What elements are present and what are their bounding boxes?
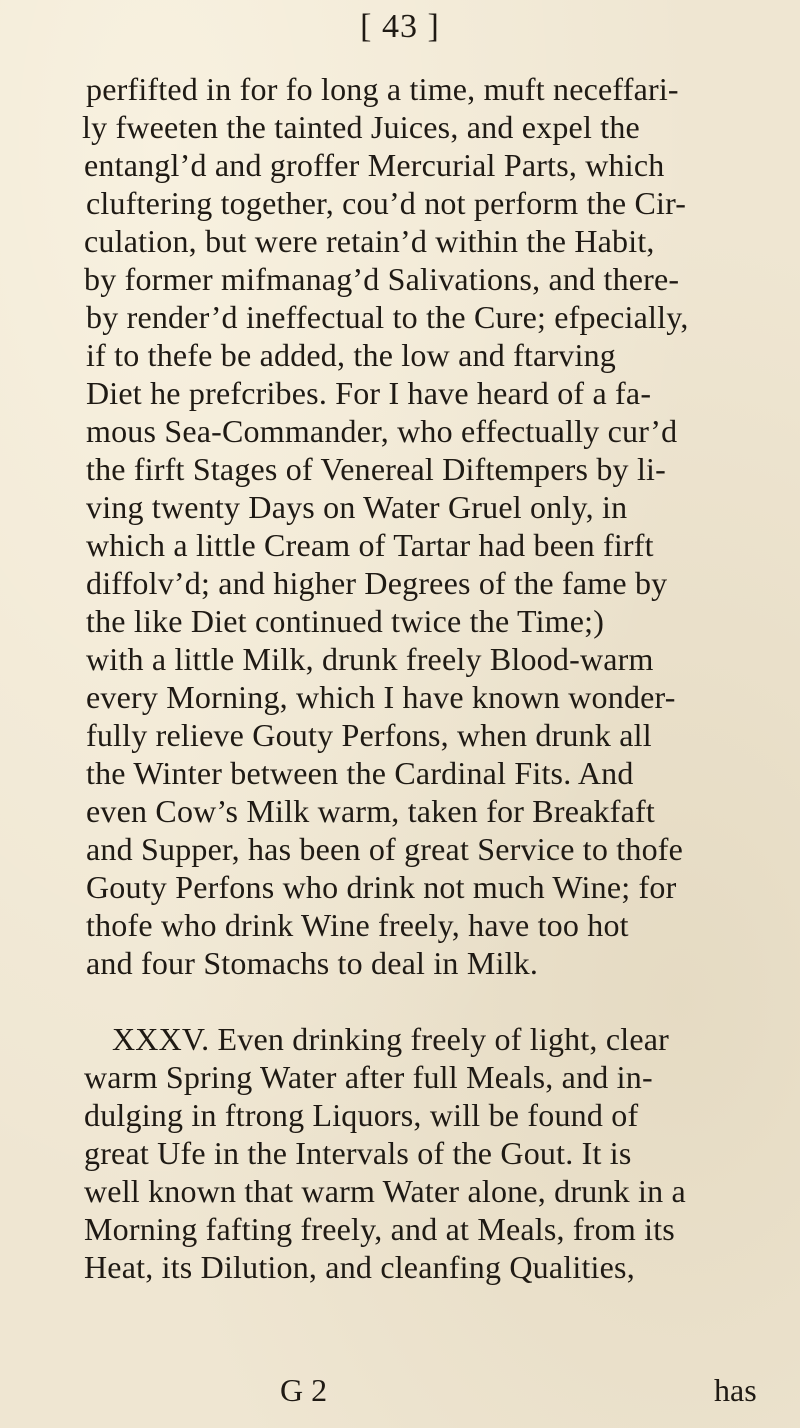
text-line: ly fweeten the tainted Juices, and expel the [82, 109, 640, 145]
text-line: warm Spring Water after full Meals, and in- [84, 1059, 653, 1095]
text-line: ving twenty Days on Water Gruel only, in [86, 489, 628, 525]
text-line: entangl’d and groffer Mercurial Parts, which [84, 147, 665, 183]
signature-mark: G 2 [280, 1372, 328, 1408]
text-line: perfifted in for fo long a time, muft neceffari- [86, 71, 679, 107]
text-line: and Supper, has been of great Service to thofe [86, 831, 684, 867]
text-line: culation, but were retain’d within the Habit, [84, 223, 655, 259]
text-line: great Ufe in the Intervals of the Gout. It is [84, 1135, 632, 1171]
text-line: the Winter between the Cardinal Fits. And [86, 755, 634, 791]
text-line: if to thefe be added, the low and ftarving [86, 337, 616, 373]
text-line: by render’d ineffectual to the Cure; efpecially, [86, 299, 689, 335]
page-number: [ 43 ] [360, 8, 440, 45]
text-line: Diet he prefcribes. For I have heard of a fa- [86, 375, 652, 411]
text-line: thofe who drink Wine freely, have too hot [86, 907, 629, 943]
text-line: with a little Milk, drunk freely Blood-warm [86, 641, 654, 677]
catchword: has [714, 1372, 757, 1408]
text-line: fully relieve Gouty Perfons, when drunk all [86, 717, 652, 753]
section-heading-line: XXXV. Even drinking freely of light, clear [112, 1021, 669, 1057]
text-line: diffolv’d; and higher Degrees of the fame by [86, 565, 668, 601]
text-line: which a little Cream of Tartar had been firft [86, 527, 654, 563]
text-line: and four Stomachs to deal in Milk. [86, 945, 539, 981]
text-line: cluftering together, cou’d not perform the Cir- [86, 185, 687, 221]
text-line: Heat, its Dilution, and cleanfing Qualities, [84, 1249, 635, 1285]
text-line: Gouty Perfons who drink not much Wine; for [86, 869, 677, 905]
text-line: dulging in ftrong Liquors, will be found of [84, 1097, 639, 1133]
text-line: even Cow’s Milk warm, taken for Breakfaft [86, 793, 655, 829]
text-line: the firft Stages of Venereal Diftempers by li- [86, 451, 666, 487]
text-line: Morning fafting freely, and at Meals, from its [84, 1211, 675, 1247]
text-line: the like Diet continued twice the Time;) [86, 603, 605, 639]
text-line: by former mifmanag’d Salivations, and there- [84, 261, 680, 297]
text-line: well known that warm Water alone, drunk in a [84, 1173, 686, 1209]
text-line: every Morning, which I have known wonder- [86, 679, 676, 715]
text-line: mous Sea-Commander, who effectually cur’d [86, 413, 678, 449]
